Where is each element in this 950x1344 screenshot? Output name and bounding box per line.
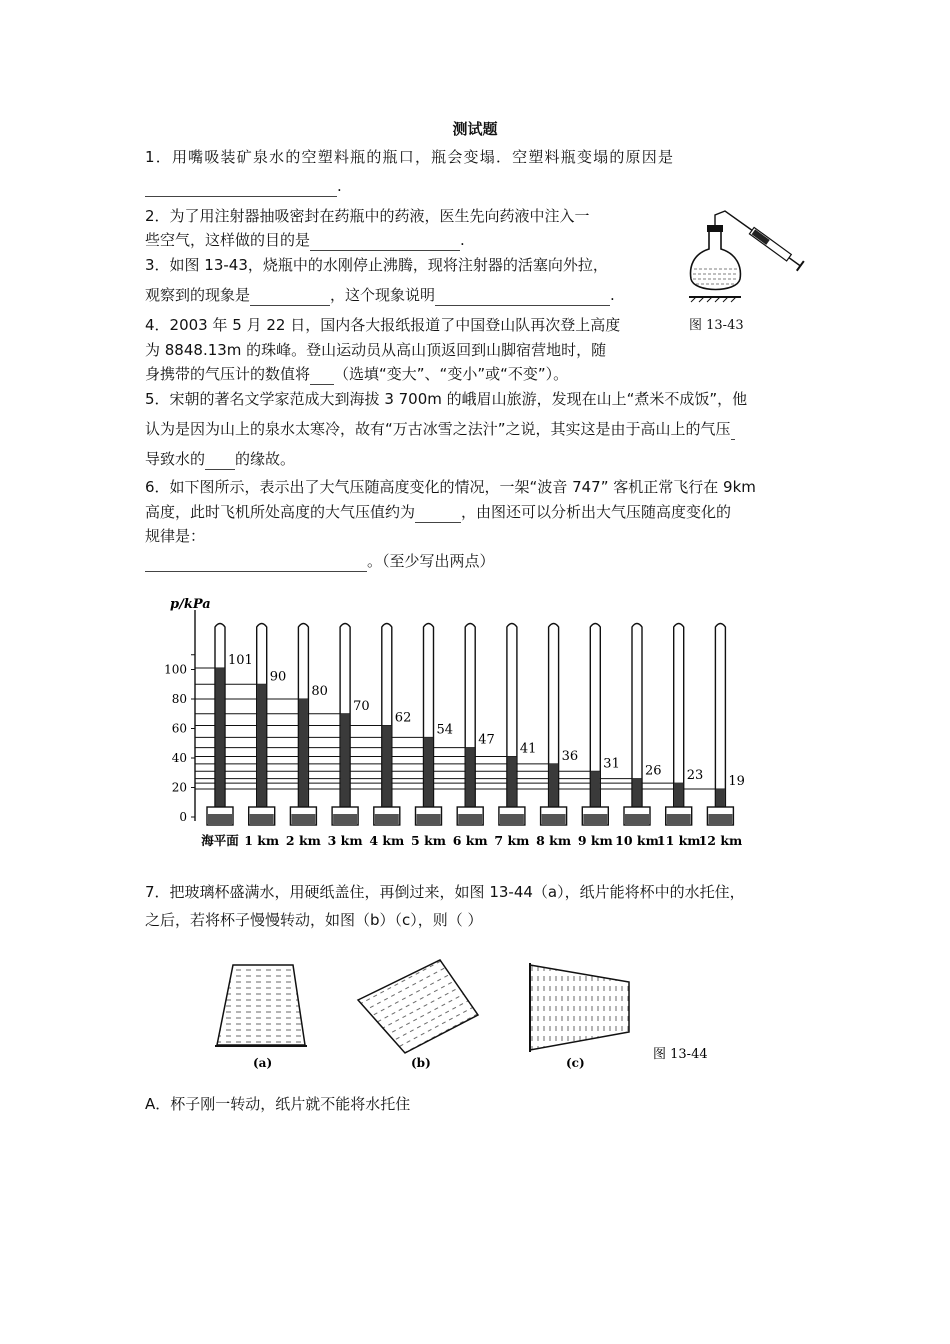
chart-bar — [591, 771, 600, 811]
chart-dish-mercury — [208, 814, 232, 824]
chart-category-label: 海平面 — [201, 833, 239, 848]
figure-13-43-caption: 图 13-43 — [689, 318, 744, 333]
chart-bar — [382, 726, 391, 811]
chart-bar — [341, 714, 350, 811]
q5-blank-2[interactable] — [205, 453, 235, 470]
chart-category-label: 10 km — [615, 833, 659, 848]
q6-blank-2[interactable] — [145, 555, 367, 572]
chart-dish-mercury — [708, 814, 732, 824]
flask-syringe-figure — [683, 205, 818, 305]
chart-y-tick-label: 60 — [171, 721, 187, 736]
chart-value-label: 54 — [436, 722, 454, 738]
q1-answer-blank[interactable] — [145, 180, 337, 197]
q7-line-1: 7．把玻璃杯盛满水，用硬纸盖住，再倒过来，如图 13-44（a），纸片能将杯中的水托住， — [145, 883, 745, 901]
chart-dish-mercury — [583, 814, 607, 824]
chart-tube — [674, 624, 684, 808]
chart-value-label: 47 — [478, 732, 495, 748]
q4-line-3a: 身携带的气压计的数值将 — [145, 365, 311, 383]
chart-category-label: 4 km — [369, 833, 405, 848]
chart-tubes — [207, 624, 733, 826]
figure-13-44-caption: 图 13-44 — [653, 1047, 708, 1062]
chart-bar — [507, 757, 516, 811]
q5-blank-1[interactable] — [731, 423, 735, 440]
chart-category-label: 1 km — [244, 833, 280, 848]
question-6-line-3 — [145, 525, 205, 547]
chart-axis — [164, 610, 195, 824]
chart-dish-mercury — [458, 814, 482, 824]
q3-blank-2[interactable] — [435, 289, 610, 306]
chart-y-tick-label: 0 — [179, 810, 187, 824]
chart-category-label: 2 km — [285, 833, 321, 848]
chart-category-label: 8 km — [536, 833, 572, 848]
question-5-line-1 — [145, 388, 747, 410]
chart-value-label: 31 — [603, 756, 620, 772]
q4-answer-blank[interactable] — [310, 368, 334, 385]
label-c: (c) — [566, 1056, 585, 1070]
q3-line-2a: 观察到的现象是 — [145, 286, 251, 304]
q2-line-1: 2．为了用注射器抽吸密封在药瓶中的药液，医生先向药液中注入一 — [145, 207, 590, 225]
chart-dish-mercury — [542, 814, 566, 824]
q3-line-1: 3．如图 13-43，烧瓶中的水刚停止沸腾，现将注射器的活塞向外拉， — [145, 256, 608, 274]
q3-blank-1[interactable] — [250, 289, 330, 306]
figure-13-44 — [205, 955, 725, 1075]
chart-y-tick-label: 40 — [171, 751, 187, 765]
chart-value-label: 101 — [228, 653, 253, 669]
question-6-line-4 — [145, 550, 495, 572]
chart-category-label: 12 km — [698, 833, 743, 848]
chart-bar — [633, 779, 642, 811]
chart-value-label: 23 — [686, 768, 704, 784]
question-4-line-1 — [145, 314, 620, 336]
q5-line-1: 5．宋朝的著名文学家范成大到海拔 3 700m 的峨眉山旅游，发现在山上“煮米不成饭”，他 — [145, 390, 748, 408]
cup-c — [530, 965, 629, 1050]
chart-y-tick-label: 20 — [171, 780, 187, 795]
flask-stopper — [707, 225, 723, 232]
q6-line-1: 6．如下图所示，表示出了大气压随高度变化的情况，一架“波音 747” 客机正常飞行在 9km — [145, 478, 756, 496]
chart-dish-mercury — [500, 814, 524, 824]
chart-dish-mercury — [333, 814, 357, 824]
chart-dish-mercury — [417, 814, 441, 824]
q4-line-1: 4．2003 年 5 月 22 日，国内各大报纸报道了中国登山队再次登上高度 — [145, 316, 621, 334]
question-2-line-2 — [145, 229, 465, 251]
option-a-text: A．杯子刚一转动，纸片就不能将水托住 — [145, 1095, 411, 1113]
chart-category-label: 9 km — [577, 833, 613, 848]
question-1-answer — [145, 175, 342, 197]
chart-y-tick-label: 100 — [164, 662, 187, 677]
q2-end: . — [460, 231, 465, 249]
chart-category-label: 7 km — [494, 833, 530, 848]
chart-bar — [299, 699, 308, 811]
question-2-line-1 — [145, 205, 590, 227]
chart-value-label: 19 — [728, 773, 745, 789]
flask-water — [693, 269, 738, 284]
chart-bar — [424, 737, 433, 811]
pressure-altitude-chart — [150, 588, 770, 858]
question-5-line-3 — [145, 448, 295, 470]
q1-text: 1．用嘴吸装矿泉水的空塑料瓶的瓶口，瓶会变塌．空塑料瓶变塌的原因是 — [145, 148, 675, 166]
chart-category-labels — [201, 833, 742, 848]
chart-bar — [257, 684, 266, 811]
chart-value-label: 41 — [519, 741, 537, 757]
q5-line-3b: 的缘故。 — [235, 450, 296, 468]
q2-line-2: 些空气，这样做的目的是 — [145, 231, 311, 249]
q3-end: . — [610, 286, 615, 304]
chart-value-label: 36 — [561, 748, 579, 764]
q1-end: . — [337, 177, 342, 195]
q4-line-2: 为 8848.13m 的珠峰。登山运动员从高山顶返回到山脚宿营地时，随 — [145, 341, 607, 359]
chart-value-label: 70 — [353, 698, 370, 714]
q6-line-4: 。（至少写出两点） — [367, 552, 495, 570]
cup-b — [358, 960, 478, 1053]
question-3-line-2 — [145, 284, 615, 306]
page-title: 测试题 — [452, 120, 498, 138]
chart-category-label: 6 km — [452, 833, 488, 848]
q3-line-2b: ，这个现象说明 — [330, 286, 436, 304]
flask-outline — [691, 231, 741, 290]
chart-dish-mercury — [625, 814, 649, 824]
chart-y-axis-label: p/kPa — [170, 597, 211, 612]
q4-line-3b: （选填“变大”、“变小”或“不变”）。 — [334, 365, 569, 383]
question-6-line-1 — [145, 476, 756, 498]
chart-value-label: 26 — [645, 763, 662, 779]
q5-line-2: 认为是因为山上的泉水太寒冷，故有“万古冰雪之法汁”之说，其实这是由于高山上的气压 — [145, 420, 731, 438]
chart-bar — [216, 668, 225, 811]
chart-dish-mercury — [250, 814, 274, 824]
label-a: (a) — [253, 1056, 273, 1070]
chart-dish-mercury — [667, 814, 691, 824]
q6-blank-1[interactable] — [415, 506, 461, 523]
question-3-line-1 — [145, 254, 608, 276]
q2-answer-blank[interactable] — [310, 234, 460, 251]
chart-dish-mercury — [375, 814, 399, 824]
question-1 — [145, 146, 674, 168]
chart-tube — [715, 624, 725, 808]
chart-y-tick-label: 80 — [171, 692, 187, 706]
chart-category-label: 11 km — [656, 833, 701, 848]
question-7-line-1 — [145, 881, 745, 903]
label-b: (b) — [411, 1056, 431, 1070]
chart-value-label: 90 — [269, 669, 287, 685]
chart-value-label: 62 — [394, 710, 412, 726]
question-5-line-2 — [145, 418, 735, 440]
q6-line-2a: 高度，此时飞机所处高度的大气压值约为 — [145, 503, 416, 521]
option-a[interactable] — [145, 1093, 410, 1115]
cup-a — [217, 965, 305, 1045]
q6-line-3: 规律是： — [145, 527, 206, 545]
question-4-line-3 — [145, 363, 568, 385]
q7-line-2: 之后，若将杯子慢慢转动，如图（b）（c），则（ ） — [145, 911, 483, 929]
syringe — [748, 226, 804, 271]
chart-category-label: 3 km — [327, 833, 363, 848]
question-6-line-2 — [145, 501, 731, 523]
chart-bar — [549, 764, 558, 811]
question-7-line-2 — [145, 909, 483, 931]
chart-bar — [466, 748, 475, 811]
q6-line-2b: ，由图还可以分析出大气压随高度变化的 — [461, 503, 732, 521]
chart-dish-mercury — [291, 814, 315, 824]
chart-category-label: 5 km — [411, 833, 446, 848]
question-4-line-2 — [145, 339, 606, 361]
chart-value-label: 80 — [311, 684, 328, 699]
q5-line-3a: 导致水的 — [145, 450, 206, 468]
